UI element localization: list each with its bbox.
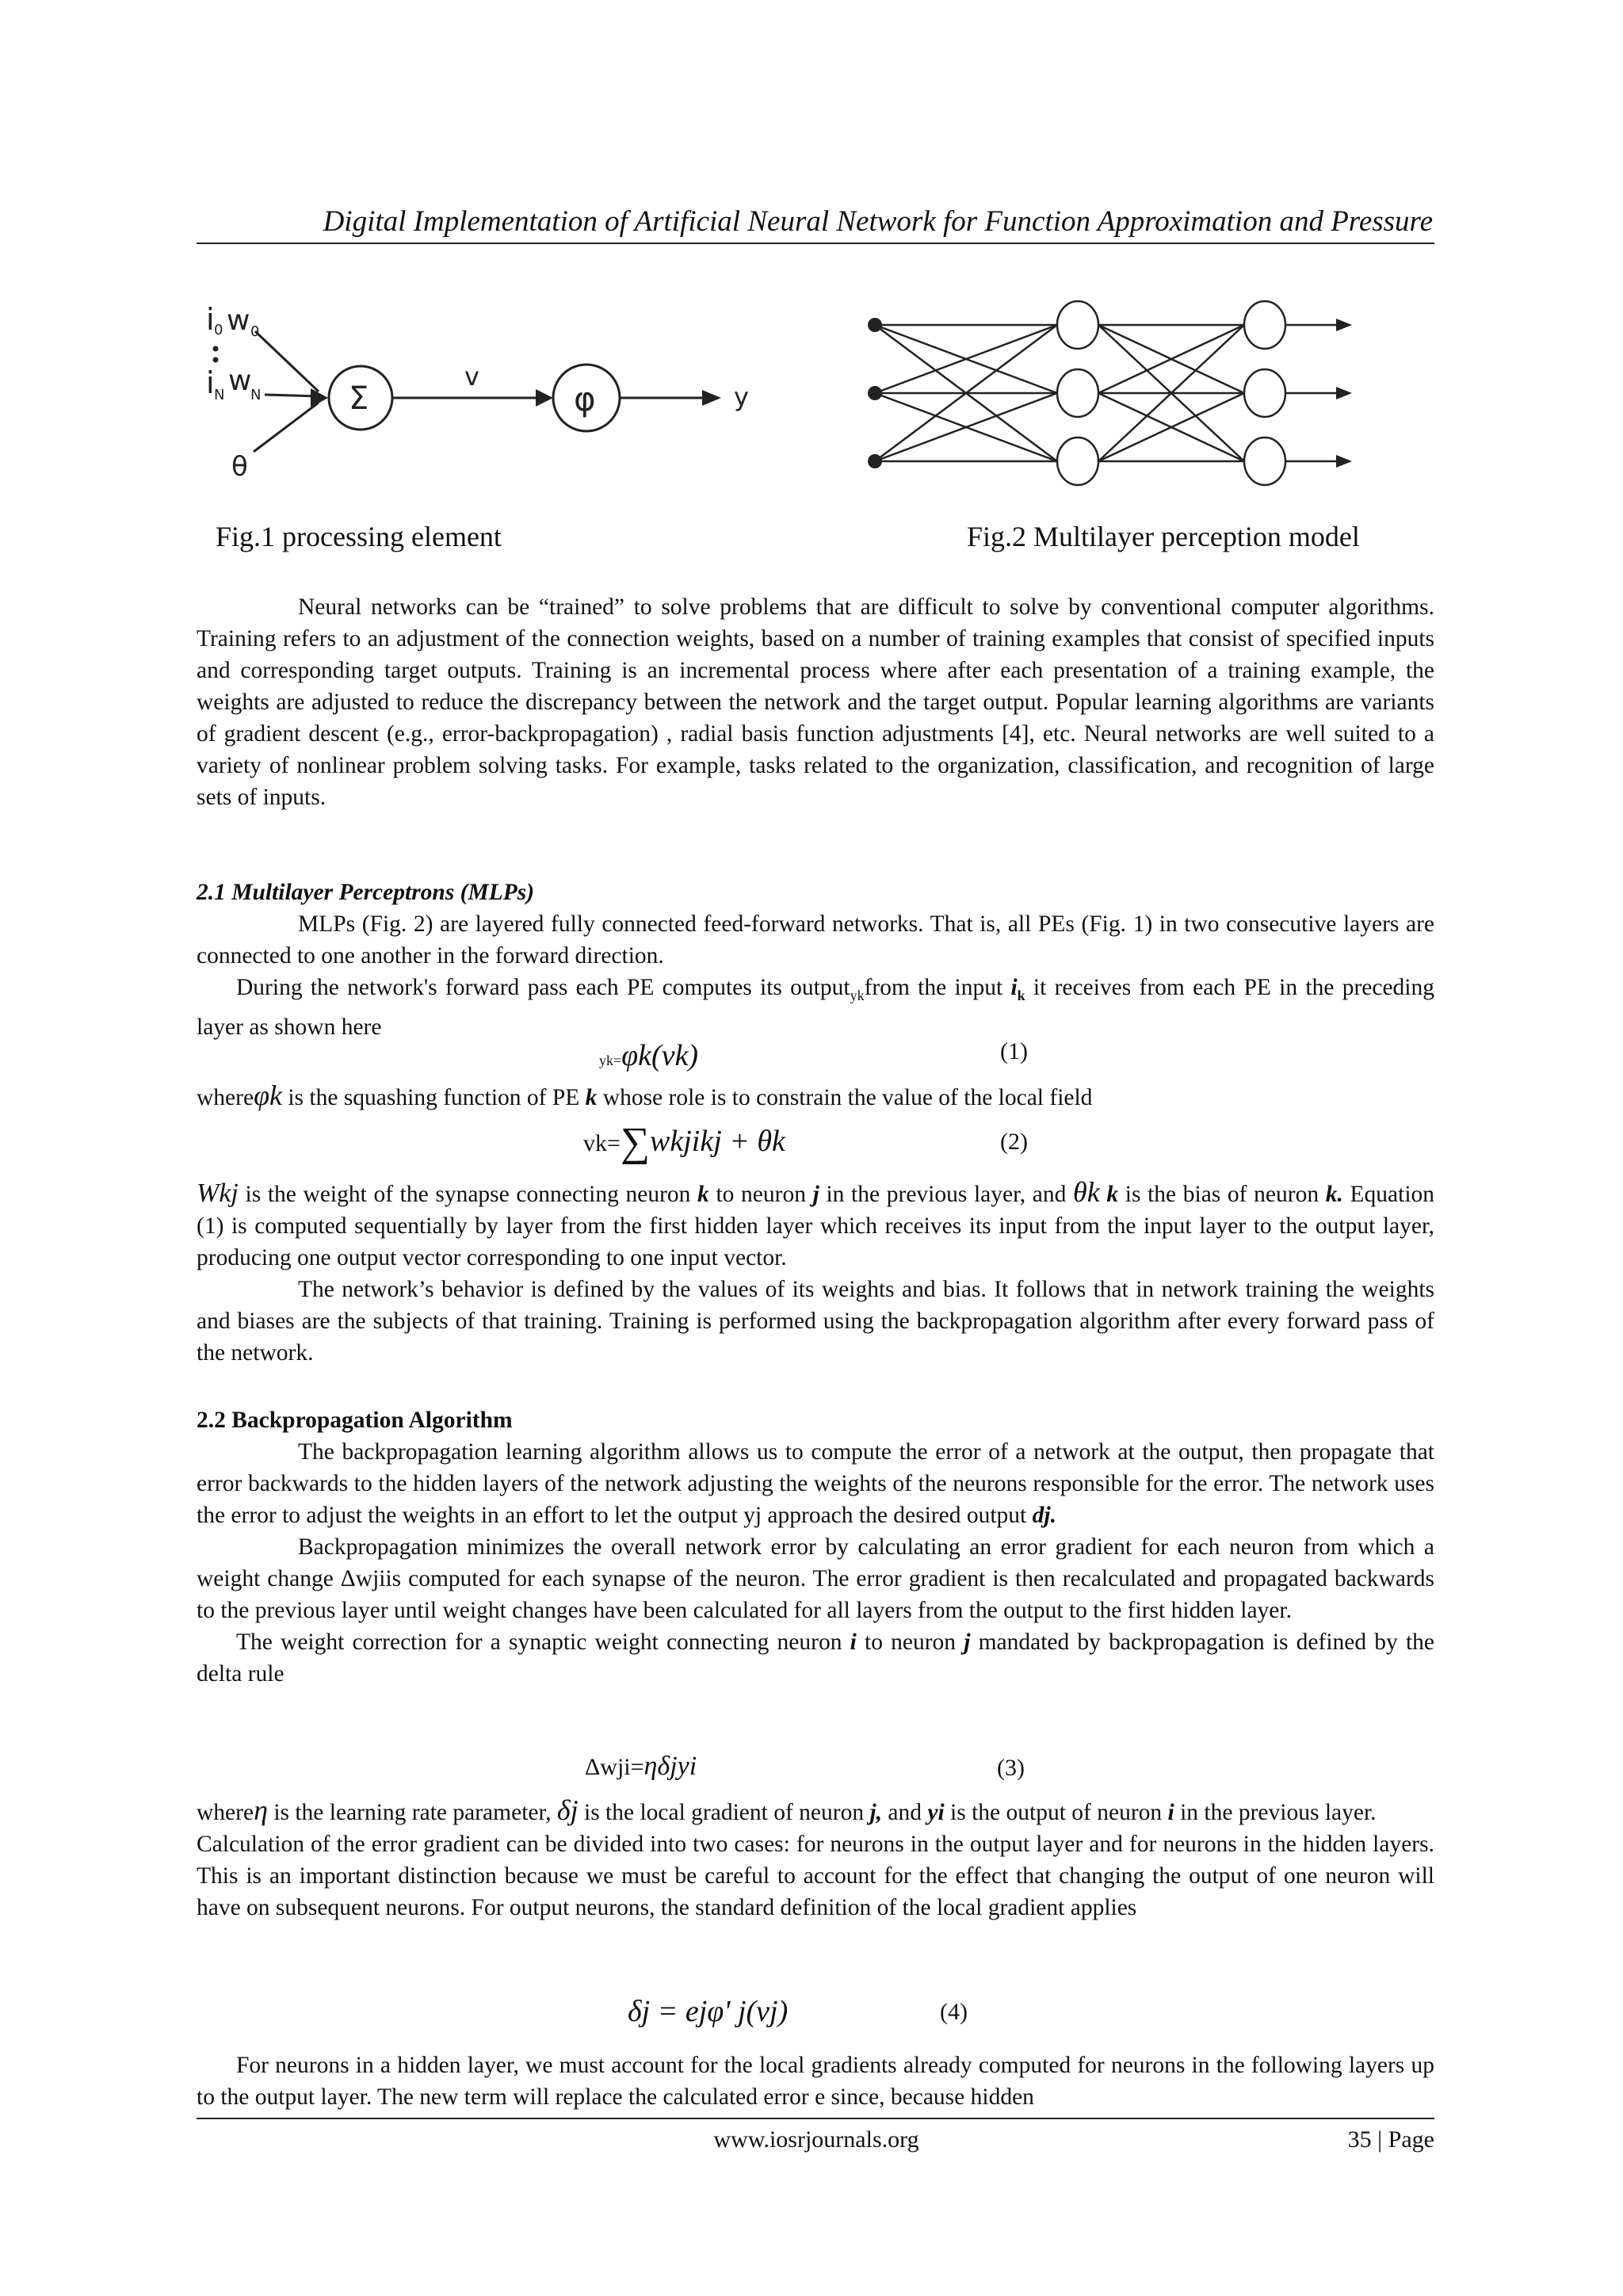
svg-text:N: N	[250, 387, 262, 403]
figure-2-diagram	[862, 296, 1354, 495]
fig1-dot-2	[213, 357, 219, 363]
section-2-1-heading: 2.1 Multilayer Perceptrons (MLPs)	[197, 880, 535, 905]
fig2-output-arrow-3	[1336, 455, 1352, 468]
footer-url[interactable]: www.iosrjournals.org	[713, 2126, 919, 2153]
fig1-arrowhead-out	[702, 390, 721, 406]
fig2-input-node-1	[868, 318, 882, 332]
fig2-output-node-3	[1244, 437, 1285, 485]
section-2-2-block	[197, 1404, 1434, 1690]
header-rule	[197, 243, 1434, 244]
fig2-output-arrow-1	[1336, 319, 1352, 331]
fig2-output-arrow-2	[1336, 387, 1352, 399]
equation-1-number: (1)	[1000, 1038, 1028, 1064]
section-2-2-heading: 2.2 Backpropagation Algorithm	[197, 1408, 513, 1433]
error-gradient-paragraph: Calculation of the error gradient can be divided into two cases: for neurons in the output layer and for neurons in the hidden layers. This is an important distinction because we must be careful to account for the effect that changing the output of one neuron will have on subsequent neurons. For output neurons, the standard definition of the local gradient applies	[197, 1832, 1434, 1920]
equation-4: δj = ejφ' j(vj)	[628, 1995, 789, 2028]
svg-text:0: 0	[214, 322, 223, 338]
fig2-input-node-2	[868, 386, 882, 400]
hidden-layer-paragraph: For neurons in a hidden layer, we must account for the local gradients already computed for neurons in the following layers up to the output layer. The new term will replace the calculated error e since, because hidden	[197, 2053, 1434, 2110]
figure-1-diagram	[198, 300, 769, 490]
fig1-phi: φ	[574, 380, 596, 418]
fig1-label-theta: θ	[231, 451, 248, 483]
fig1-label-i0: i	[206, 302, 215, 337]
svg-text:w: w	[228, 365, 252, 397]
fig2-output-node-2	[1244, 369, 1285, 417]
figure-1-processing-element	[198, 300, 769, 490]
figure-1-caption: Fig.1 processing element	[216, 521, 502, 552]
fig1-dot-1	[213, 346, 219, 352]
fig2-hidden-node-3	[1057, 437, 1098, 485]
equation-2-number: (2)	[1000, 1129, 1028, 1155]
fig1-label-y: y	[734, 382, 749, 412]
figure-2-caption: Fig.2 Multilayer perception model	[967, 521, 1360, 552]
section-2-1-block	[197, 877, 1434, 1043]
equation-1: yk=φk(vk)	[599, 1039, 699, 1072]
fig1-label-iN: i	[206, 365, 215, 400]
fig1-arrowhead-phi	[536, 389, 553, 407]
fig2-hidden-node-1	[1057, 301, 1098, 349]
footer-page-number: 35 | Page	[1347, 2126, 1434, 2153]
fig1-label-v: v	[464, 361, 479, 392]
section-2-1-paragraph-1: MLPs (Fig. 2) are layered fully connected feed-forward networks. That is, all PEs (Fig. 1) in two consecutive layers are connected to one another in the forward direction.	[197, 911, 1434, 968]
fig2-hidden-node-2	[1057, 369, 1098, 417]
svg-text:0: 0	[250, 323, 260, 340]
section-2-2-paragraph-3: The weight correction for a synaptic weight connecting neuron i to neuron j mandated by backpropagation is defined by the delta rule	[197, 1629, 1434, 1687]
equation-3-number: (3)	[997, 1755, 1025, 1781]
section-2-2-paragraph-2: Backpropagation minimizes the overall network error by calculating an error gradient for each neuron from which a weight change Δwjiis computed for each synapse of the neuron. The error gradient is then recalculated and propagated backwards to the previous layer until weight changes have been calculated for all layers from the output to the first hidden layer.	[197, 1534, 1434, 1623]
fig1-sigma: Σ	[349, 380, 369, 417]
fig2-input-node-3	[868, 454, 882, 468]
figure-2-multilayer-model	[862, 296, 1354, 495]
fig1-input-line-0	[255, 331, 319, 392]
hidden-layer-paragraph-block	[197, 2050, 1434, 2113]
intro-paragraph-block	[197, 591, 1434, 813]
fig1-arrowhead-sum	[311, 388, 328, 407]
squashing-function-sentence: whereφk is the squashing function of PE k whose role is to constrain the value of the local field	[197, 1079, 1093, 1111]
weight-definition-paragraph: Wkj is the weight of the synapse connecting neuron k to neuron j in the previous layer, and θk k is the bias of neuron k. Equation (1) is computed sequentially by layer from the first hidden layer which receives its input from the input layer to the output layer, producing one output vector corresponding to one input vector.	[197, 1176, 1435, 1270]
section-2-1-where-line	[197, 1079, 1434, 1114]
footer-rule	[197, 2118, 1434, 2119]
section-2-2-paragraph-1: The backpropagation learning algorithm allows us to compute the error of a network at the output, then propagate that error backwards to the hidden layers of the network adjusting the weights of the neurons responsible for the error. The network uses the error to adjust the weights in an effort to let the output yj approach the desired output dj.	[197, 1439, 1434, 1528]
fig1-bias-line	[254, 403, 319, 452]
svg-text:w: w	[227, 304, 250, 337]
equation-4-number: (4)	[940, 1999, 968, 2025]
section-2-1-paragraph-2: During the network's forward pass each PE computes its output$_{yk}$from the input $i_k$ it receives from each PE in the preceding layer as shown here	[197, 975, 1435, 1040]
fig2-output-node-1	[1244, 301, 1285, 349]
svg-text:N: N	[214, 387, 225, 403]
running-header: Digital Implementation of Artificial Neural Network for Function Approximation and Pressure	[323, 205, 1433, 238]
section-2-2-continued	[197, 1794, 1434, 1924]
network-behavior-paragraph: The network’s behavior is defined by the values of its weights and bias. It follows that in network training the weights and biases are the subjects of that training. Training is performed using the backpropagation algorithm after every forward pass of the network.	[197, 1277, 1434, 1366]
equation-2: vk=∑wkjikj + θk	[583, 1120, 785, 1165]
learning-rate-sentence: whereη is the learning rate parameter, δj is the local gradient of neuron j, and yi is the output of neuron i in the previous layer.	[197, 1794, 1377, 1826]
section-2-1-continued	[197, 1176, 1434, 1369]
equation-3: Δwji=ηδjyi	[585, 1752, 697, 1781]
fig1-input-line-N	[265, 395, 319, 396]
intro-paragraph: Neural networks can be “trained” to solve problems that are difficult to solve by conventional computer algorithms. Training refers to an adjustment of the connection weights, based on a number of training examples that consist of specified inputs and corresponding target outputs. Training is an incremental process where after each presentation of a training example, the weights are adjusted to reduce the discrepancy between the network and the target output. Popular learning algorithms are variants of gradient descent (e.g., error-backpropagation) , radial basis function adjustments [4], etc. Neural networks are well suited to a variety of nonlinear problem solving tasks. For example, tasks related to the organization, classification, and recognition of large sets of inputs.	[197, 594, 1434, 810]
